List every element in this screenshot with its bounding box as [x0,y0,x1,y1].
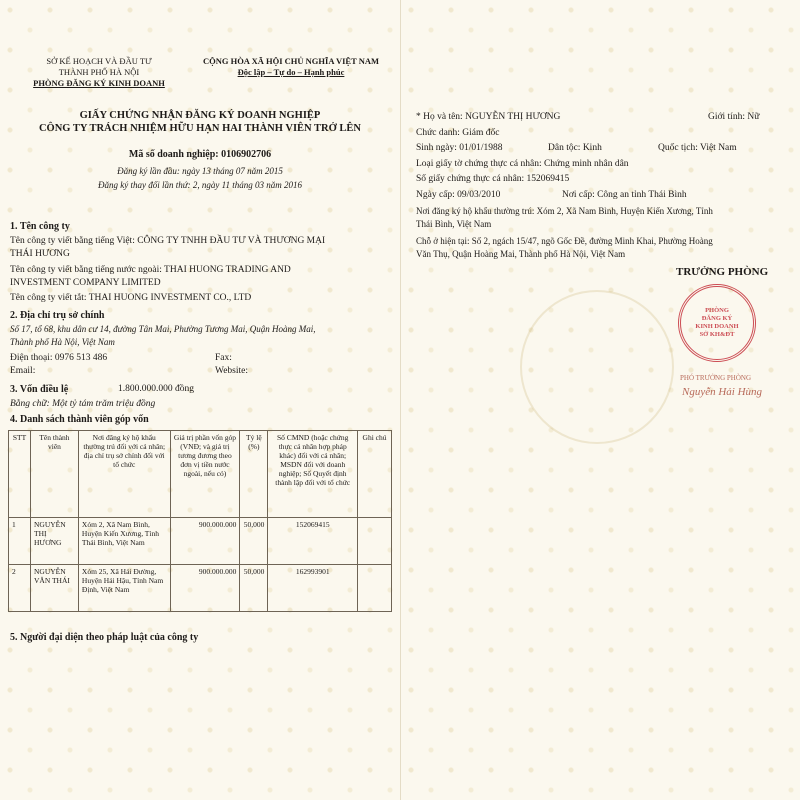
rep-nationality: Quốc tịch: Việt Nam [658,143,737,153]
rep-id-type: Loại giấy tờ chứng thực cá nhân: Chứng minh nhân dân [416,159,629,169]
rep-title: Chức danh: Giám đốc [416,128,500,138]
company-short-name: Tên công ty viết tắt: THAI HUONG INVESTMENT CO., LTD [10,293,252,303]
col-header-stt: STT [9,431,31,518]
agency-line-2: THÀNH PHỐ HÀ NỘI [58,67,140,77]
cell-note [358,565,392,612]
signer-title: TRƯỞNG PHÒNG [676,266,769,278]
seal-text-4: SỞ KH&ĐT [699,331,735,338]
col-header-ratio: Tỷ lệ (%) [240,431,268,518]
address-line-1: Số 17, tổ 68, khu dân cư 14, đường Tân Mai, Phường Tương Mai, Quận Hoàng Mai, [10,324,316,334]
rep-id-number: Số giấy chứng thực cá nhân: 152069415 [416,174,570,184]
cell-name: NGUYỄN THỊ HƯƠNG [30,518,78,565]
section-company-name: 1. Tên công ty [10,221,70,232]
cell-capital: 900.000.000 [170,565,240,612]
company-vn-name: Tên công ty viết bằng tiếng Việt: CÔNG TY TNHH ĐẦU TƯ VÀ THƯƠNG MẠI [10,236,326,246]
national-motto [186,56,396,78]
col-header-name: Tên thành viên [30,431,78,518]
document-title: GIẤY CHỨNG NHẬN ĐĂNG KÝ DOANH NGHIỆP [79,110,321,121]
rep-name: * Họ và tên: NGUYỄN THỊ HƯƠNG [416,112,561,122]
seal-text-2: ĐĂNG KÝ [701,315,733,322]
col-header-id: Số CMND (hoặc chứng thực cá nhân hợp pháp khác) đối với cá nhân; MSDN đối với doanh nghiệp; Số Quyết định thành lập đối với tổ chức [268,431,358,518]
cell-residence: Xóm 2, Xã Nam Bình, Huyện Kiến Xương, Tỉnh Thái Bình, Việt Nam [78,518,170,565]
section-legal-rep: 5. Người đại diện theo pháp luật của công ty [10,632,199,643]
rep-issue-place: Nơi cấp: Công an tỉnh Thái Bình [562,190,687,200]
company-vn-name-cont: THÁI HƯƠNG [10,249,70,259]
section-address: 2. Địa chỉ trụ sở chính [10,310,105,321]
nation-line-1: CỘNG HÒA XÃ HỘI CHỦ NGHĨA VIỆT NAM [202,56,380,66]
members-table [8,430,392,612]
company-foreign-name: Tên công ty viết bằng tiếng nước ngoài: THAI HUONG TRADING AND [10,265,291,275]
col-header-capital: Giá trị phần vốn góp (VNĐ; và giá trị tương đương theo đơn vị tiền nước ngoài, nếu có) [170,431,240,518]
cell-capital: 900.000.000 [170,518,240,565]
capital-amount: 1.800.000.000 đồng [118,384,194,394]
fax: Fax: [215,353,232,363]
agency-line-3: PHÒNG ĐĂNG KÝ KINH DOANH [33,78,165,88]
section-capital: 3. Vốn điều lệ [10,384,69,395]
rep-issue-date: Ngày cấp: 09/03/2010 [416,190,501,200]
cell-stt: 1 [9,518,31,565]
cell-id: 162993901 [268,565,358,612]
company-foreign-name-cont: INVESTMENT COMPANY LIMITED [10,278,161,288]
rep-current-1: Chỗ ở hiện tại: Số 2, ngách 15/47, ngõ Gốc Đề, đường Minh Khai, Phường Hoàng [416,236,713,246]
table-header-row [9,431,392,518]
website: Website: [215,366,249,376]
rep-residence-2: Thái Bình, Việt Nam [416,219,492,229]
enterprise-code: Mã số doanh nghiệp: 0106902706 [128,149,272,160]
table-row [9,565,392,612]
email: Email: [10,366,36,376]
change-registration: Đăng ký thay đổi lần thứ: 2, ngày 11 tháng 03 năm 2016 [98,180,302,190]
rep-residence-1: Nơi đăng ký hộ khẩu thường trú: Xóm 2, Xã Nam Bình, Huyện Kiến Xương, Tỉnh [416,206,713,216]
official-seal [678,284,756,362]
seal-text-3: KINH DOANH [695,323,739,330]
cell-residence: Xóm 25, Xã Hải Đường, Huyện Hải Hậu, Tỉnh Nam Định, Việt Nam [78,565,170,612]
signer-subtitle: PHÓ TRƯỞNG PHÒNG [680,374,752,382]
cell-name: NGUYỄN VĂN THÁI [30,565,78,612]
agency-line-1: SỞ KẾ HOẠCH VÀ ĐẦU TƯ [46,56,152,66]
address-line-2: Thành phố Hà Nội, Việt Nam [10,337,115,347]
first-registration: Đăng ký lần đầu: ngày 13 tháng 07 năm 2015 [117,166,283,176]
emblem-watermark [520,290,674,444]
rep-gender: Giới tính: Nữ [708,112,760,122]
cell-note [358,518,392,565]
col-header-residence: Nơi đăng ký hộ khẩu thường trú đối với cá nhân; địa chỉ trụ sở chính đối với tổ chức [78,431,170,518]
rep-ethnic: Dân tộc: Kinh [548,143,602,153]
table-row [9,518,392,565]
section-members: 4. Danh sách thành viên góp vốn [10,414,149,425]
nation-line-2: Độc lập – Tự do – Hạnh phúc [237,67,345,77]
rep-current-2: Văn Thụ, Quận Hoàng Mai, Thành phố Hà Nội, Việt Nam [416,249,626,259]
rep-dob: Sinh ngày: 01/01/1988 [416,143,503,153]
issuing-agency [14,56,184,89]
cell-stt: 2 [9,565,31,612]
seal-text-1: PHÒNG [705,307,729,314]
signer-name: Nguyễn Hải Hùng [682,386,763,398]
cell-id: 152069415 [268,518,358,565]
col-header-note: Ghi chú [358,431,392,518]
capital-in-words: Bằng chữ: Một tỷ tám trăm triệu đồng [10,399,156,409]
cell-ratio: 50,000 [240,518,268,565]
cell-ratio: 50,000 [240,565,268,612]
document-subtitle: CÔNG TY TRÁCH NHIỆM HỮU HẠN HAI THÀNH VIÊN TRỞ LÊN [38,123,362,134]
phone: Điện thoại: 0976 513 486 [10,353,108,363]
